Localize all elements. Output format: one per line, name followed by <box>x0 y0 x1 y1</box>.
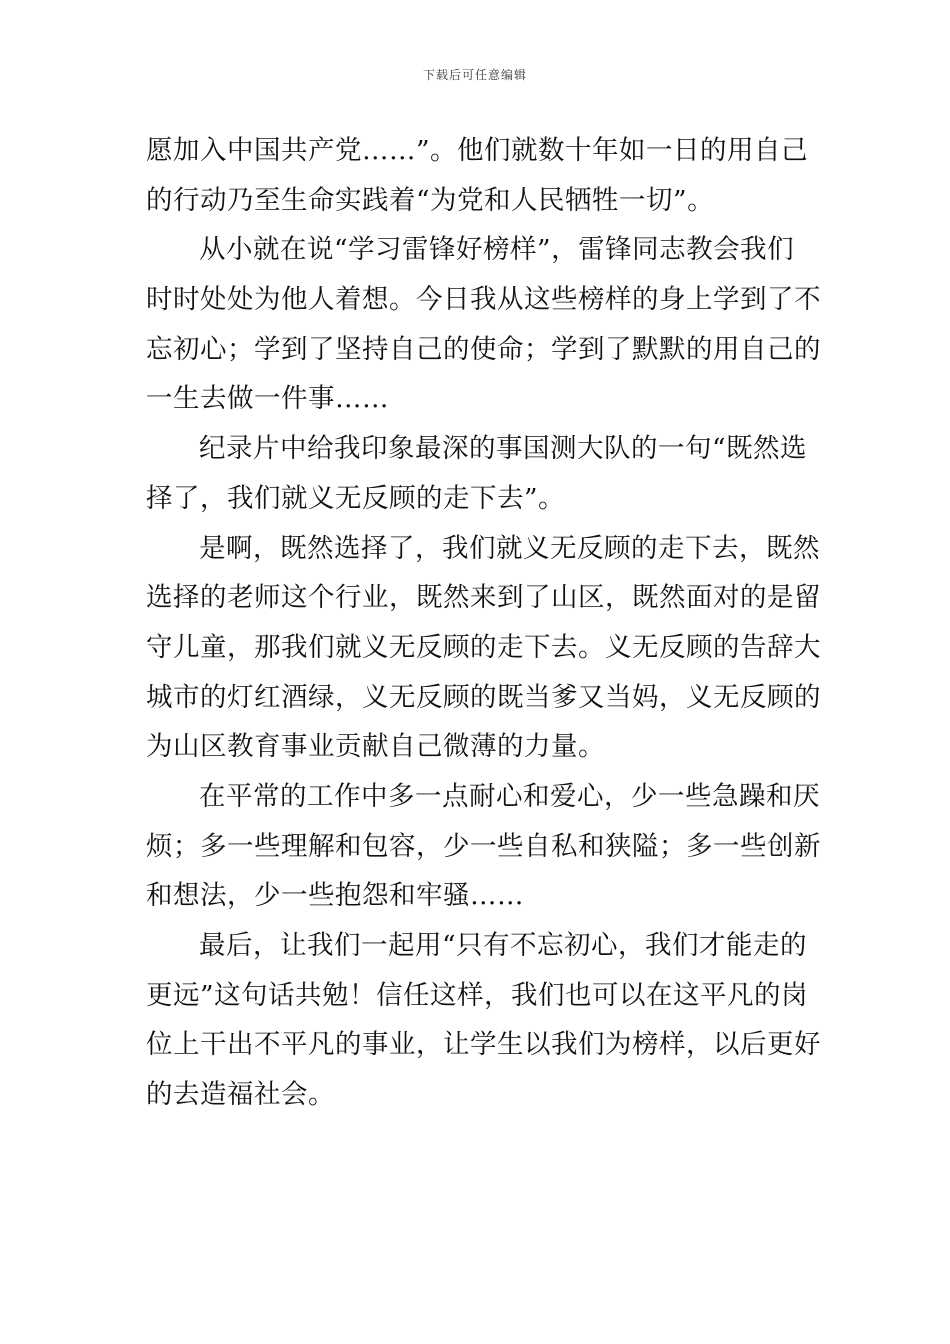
text-line: 城市的灯红酒绿，义无反顾的既当爹又当妈，义无反顾的 <box>146 681 821 713</box>
text-line: 择了，我们就义无反顾的走下去”。 <box>146 482 566 514</box>
text-line: 守儿童，那我们就义无反顾的走下去。义无反顾的告辞大 <box>146 631 821 663</box>
text-line: 的去造福社会。 <box>146 1079 335 1111</box>
text-line: 时时处处为他人着想。今日我从这些榜样的身上学到了不 <box>146 284 821 316</box>
text-line: 更远”这句话共勉！信任这样，我们也可以在这平凡的岗 <box>146 979 809 1011</box>
text-line: 一生去做一件事…… <box>146 383 389 415</box>
text-line: 从小就在说“学习雷锋好榜样”，雷锋同志教会我们 <box>199 234 795 266</box>
text-line: 的行动乃至生命实践着“为党和人民牺牲一切”。 <box>146 184 715 216</box>
text-line: 纪录片中给我印象最深的事国测大队的一句“既然选 <box>199 433 808 465</box>
text-line: 是啊，既然选择了，我们就义无反顾的走下去，既然 <box>199 532 820 564</box>
text-line: 烦；多一些理解和包容，少一些自私和狭隘；多一些创新 <box>146 830 821 862</box>
text-line: 选择的老师这个行业，既然来到了山区，既然面对的是留 <box>146 582 821 614</box>
text-line: 愿加入中国共产党……”。他们就数十年如一日的用自己 <box>146 135 809 166</box>
page-header: 下载后可任意编辑 <box>422 68 527 82</box>
text-line: 和想法，少一些抱怨和牢骚…… <box>146 880 524 912</box>
text-line: 忘初心；学到了坚持自己的使命；学到了默默的用自己的 <box>146 333 821 365</box>
text-line: 位上干出不平凡的事业，让学生以我们为榜样，以后更好 <box>146 1029 821 1061</box>
body-text <box>146 126 821 1120</box>
text-line: 在平常的工作中多一点耐心和爱心，少一些急躁和厌 <box>199 780 820 812</box>
text-line: 为山区教育事业贡献自己微薄的力量。 <box>146 731 605 763</box>
text-line: 最后，让我们一起用“只有不忘初心，我们才能走的 <box>199 930 808 961</box>
